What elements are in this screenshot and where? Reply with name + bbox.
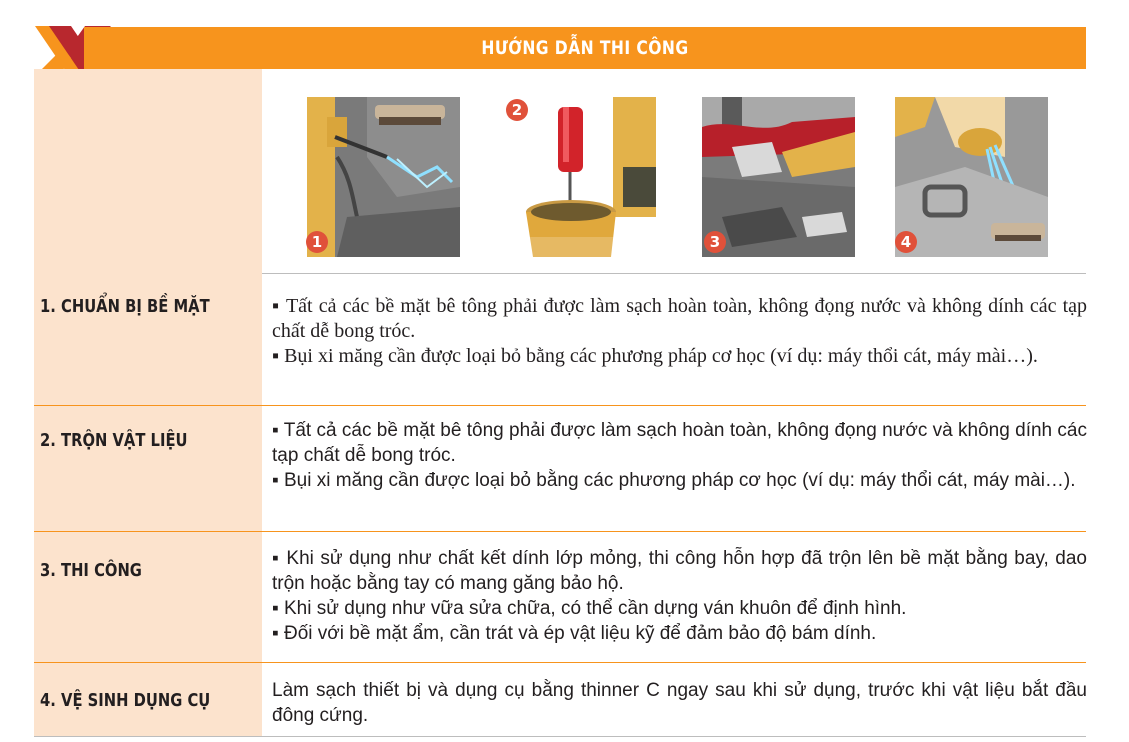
row-line: ▪ Tất cả các bề mặt bê tông phải được làm sạch hoàn toàn, không đọng nước và không dính các tạp chất dễ bong tróc. [272,420,1087,466]
trowel-application-icon [702,97,855,257]
row-line: ▪ Khi sử dụng như chất kết dính lớp mỏng, thi công hỗn hợp đã trộn lên bề mặt bằng bay, dao trộn hoặc bằng tay có mang găng bảo hộ. [272,548,1087,594]
row-text-tool-cleaning [272,678,1087,728]
rinse-tools-icon [895,97,1048,257]
row-line: ▪ Đối với bề mặt ẩm, cần trát và ép vật liệu kỹ để đảm bảo độ bám dính. [272,623,877,644]
divider [34,531,1086,532]
row-text-surface-prep [272,294,1087,369]
row-line: ▪ Tất cả các bề mặt bê tông phải được làm sạch hoàn toàn, không đọng nước và không dính các tạp chất dễ bong tróc. [272,295,1087,342]
step-image-cleaning-tools [895,97,1048,257]
row-label-surface-prep: 1. CHUẨN BỊ BỀ MẶT [40,296,210,317]
row-label-tool-cleaning: 4. VỆ SINH DỤNG CỤ [40,690,211,711]
left-label-panel [34,69,262,737]
step-badge-4: 4 [895,231,917,253]
step-image-application [702,97,855,257]
step-badge-3: 3 [704,231,726,253]
row-text-application [272,546,1087,646]
row-line: ▪ Khi sử dụng như vữa sửa chữa, có thể cần dựng ván khuôn để định hình. [272,598,907,619]
step-badge-2: 2 [506,99,528,121]
row-line: ▪ Bụi xi măng cần được loại bỏ bằng các phương pháp cơ học (ví dụ: máy thổi cát, máy mài…). [272,345,1038,367]
divider [34,405,1086,406]
divider [34,736,1086,737]
step-image-mixing [503,97,656,257]
row-label-mixing: 2. TRỘN VẬT LIỆU [40,430,188,451]
divider [34,662,1086,663]
page-title: HƯỚNG DẪN THI CÔNG [481,37,689,59]
row-label-application: 3. THI CÔNG [40,560,142,581]
pressure-washer-cleaning-icon [307,97,460,257]
step-badge-1: 1 [306,231,328,253]
drill-mixer-bucket-icon [503,97,656,257]
divider [262,273,1086,274]
step-image-surface-prep [307,97,460,257]
row-line: Làm sạch thiết bị và dụng cụ bằng thinner C ngay sau khi sử dụng, trước khi vật liệu bắt đầu đông cứng. [272,680,1087,726]
row-text-mixing [272,418,1087,493]
row-line: ▪ Bụi xi măng cần được loại bỏ bằng các phương pháp cơ học (ví dụ: máy thổi cát, máy mài…). [272,470,1076,491]
